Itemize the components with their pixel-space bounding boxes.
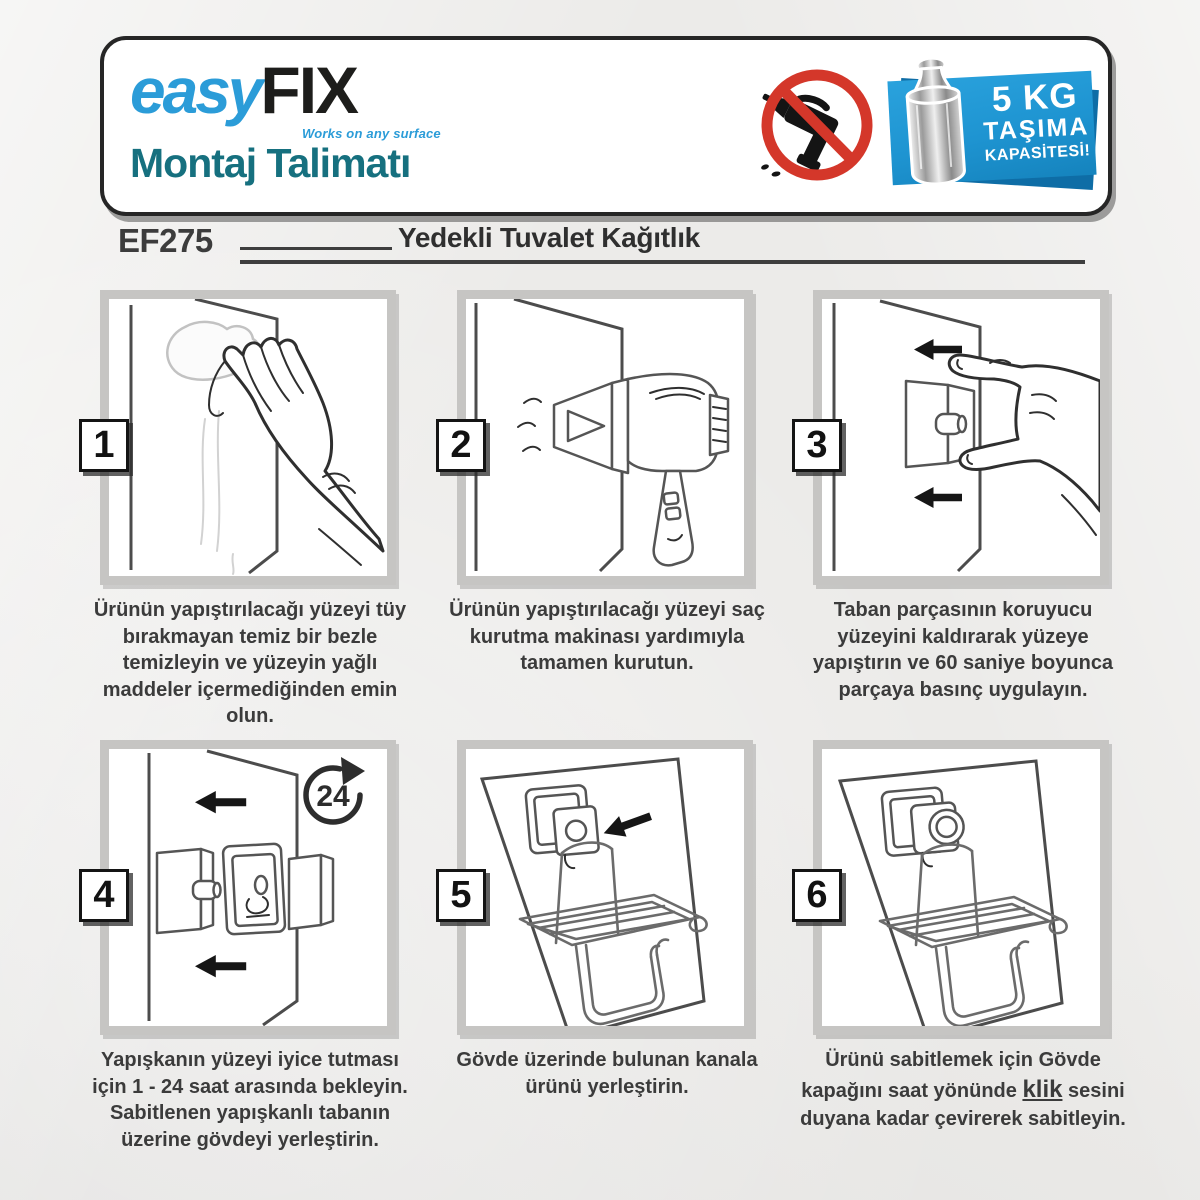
step-6-caption-before: Ürünü sabitlemek için Gövde kapağını saat yönünde <box>801 1049 1101 1102</box>
slide-arrow-top <box>195 791 246 813</box>
step-4-illustration-wait-and-slide-body <box>109 749 387 1026</box>
capacity-tasima: TAŞIMA <box>982 112 1090 146</box>
step-1-caption: Ürünün yapıştırılacağı yüzeyi tüy bırakmayan temiz bir bezle temizleyin ve yüzeyin yağlı maddeler içermediğinden emin olun. <box>93 599 407 728</box>
step-6-caption-klik: klik <box>1022 1075 1063 1103</box>
step-4-panel <box>93 740 396 1035</box>
divider-long <box>240 260 1085 264</box>
capacity-kapasitesi: KAPASİTESİ! <box>984 141 1091 165</box>
insert-arrow <box>600 806 654 844</box>
page-title: Montaj Talimatı <box>130 140 411 186</box>
heat-waves <box>518 399 541 451</box>
step-3-panel <box>806 290 1109 585</box>
rotate-24-icon <box>306 757 365 822</box>
hair-dryer <box>554 374 728 565</box>
step-6-caption-after: sesini duyana kadar çevirerek sabitleyin. <box>800 1079 1126 1130</box>
step-1-illustration-hand-wiping <box>109 299 387 576</box>
logo-tagline: Works on any surface <box>302 126 441 141</box>
capacity-text <box>980 77 1092 167</box>
slide-arrow-bottom <box>195 955 246 977</box>
step-5-caption: Gövde üzerinde bulunan kanala ürünü yerleştirin. <box>456 1049 758 1098</box>
rotate-24-label: 24 <box>316 780 350 813</box>
wire-holder-body <box>520 843 707 1024</box>
step-2-number: 2 <box>436 419 486 472</box>
step-6-panel <box>806 740 1109 1035</box>
step-1-number: 1 <box>79 419 129 472</box>
step-3-number: 3 <box>792 419 842 472</box>
no-drill-icon <box>756 64 878 186</box>
body-bracket <box>223 844 286 935</box>
step-6-number: 6 <box>792 869 842 922</box>
product-name: Yedekli Tuvalet Kağıtlık <box>398 222 700 253</box>
step-5-illustration-insert-body <box>466 749 744 1026</box>
capacity-kg: 5 KG <box>990 75 1079 120</box>
wall-mount-with-cap <box>881 786 966 871</box>
capacity-banner <box>888 62 1102 194</box>
step-2-caption: Ürünün yapıştırılacağı yüzeyi saç kurutma makinası yardımıyla tamamen kurutun. <box>449 599 765 675</box>
step-3-illustration-press-base <box>822 299 1100 576</box>
weight-icon <box>891 49 979 194</box>
logo-fix-text: FIX <box>260 53 358 127</box>
step-3-caption: Taban parçasının koruyucu yüzeyini kaldırarak yüzeye yapıştırın ve 60 saniye boyunca parçaya basınç uygulayın. <box>812 599 1114 701</box>
step-4-number: 4 <box>79 869 129 922</box>
cover-plate <box>289 855 333 929</box>
step-6-caption <box>796 1047 1130 1132</box>
logo-easy-text: easy <box>130 55 261 127</box>
easyfix-logo <box>130 52 441 141</box>
step-2-panel <box>450 290 753 585</box>
step-4-caption: Yapışkanın yüzeyi iyice tutması için 1 - 24 saat arasında bekleyin. Sabitlenen yapışkanlı tabanın üzerine gövdeyi yerleştirin. <box>92 1049 408 1151</box>
step-5-panel <box>450 740 753 1035</box>
mounted-base-plate <box>157 849 221 933</box>
step-1-panel <box>93 290 396 585</box>
step-5-number: 5 <box>436 869 486 922</box>
press-arrow-bottom <box>914 487 962 508</box>
step-2-illustration-hair-dryer <box>466 299 744 576</box>
step-6-illustration-twist-lock <box>822 749 1100 1026</box>
header-card <box>100 36 1112 216</box>
wire-holder-body <box>880 845 1067 1026</box>
divider-short <box>240 247 392 250</box>
product-code: EF275 <box>118 222 213 259</box>
